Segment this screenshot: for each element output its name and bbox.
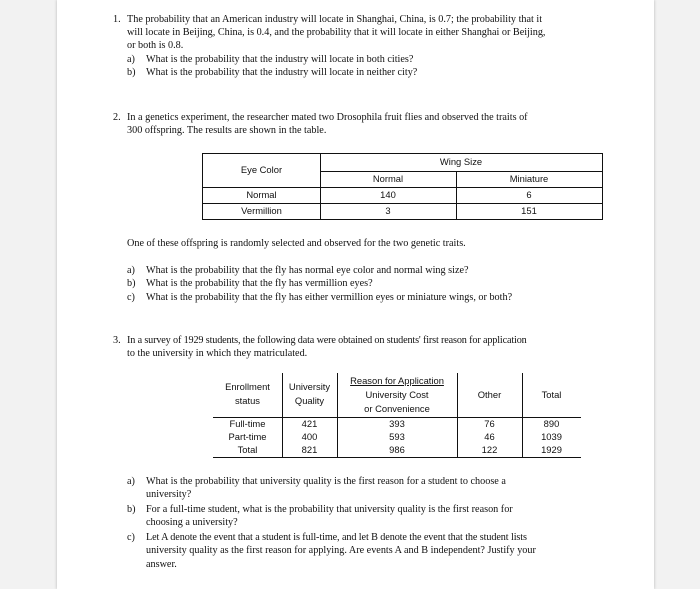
- q3-part-c-line-2: university quality as the first reason for applying. Are events A and B independent? Justify your: [146, 545, 536, 556]
- row-label-part-time: Part-time: [228, 431, 267, 442]
- q1-number: 1.: [113, 14, 121, 25]
- cell-full-time-total: 890: [543, 418, 560, 429]
- q2-part-a-text: What is the probability that the fly has normal eye color and normal wing size?: [146, 265, 469, 276]
- cell-normal-normal: 140: [380, 189, 396, 200]
- q3-part-a-line-2: university?: [146, 489, 192, 500]
- q3-part-b-line-1: For a full-time student, what is the probability that university quality is the first reason for: [146, 504, 513, 515]
- cell-total-other: 122: [481, 444, 498, 455]
- q3-line-2: to the university in which they matriculated.: [127, 348, 308, 359]
- q3-part-c-line-1: Let A denote the event that a student is full-time, and let B denote the event that the student lists: [146, 532, 527, 543]
- cell-total-total: 1929: [541, 444, 562, 455]
- cell-part-time-other: 46: [484, 431, 495, 442]
- q2-part-c-label: c): [127, 292, 135, 303]
- q2-part-b-label: b): [127, 278, 136, 289]
- q2-part-b-text: What is the probability that the fly has vermillion eyes?: [146, 278, 373, 289]
- q3-number: 3.: [113, 335, 121, 346]
- cell-total-quality: 821: [301, 444, 318, 455]
- q3-part-b-line-2: choosing a university?: [146, 517, 238, 528]
- cell-total-cost: 986: [389, 444, 405, 455]
- cell-normal-miniature: 6: [526, 189, 532, 200]
- document-page: [57, 0, 654, 589]
- normal-wing-header: Normal: [372, 173, 404, 184]
- cell-full-time-quality: 421: [301, 418, 318, 429]
- reason-header: Reason for Application: [350, 375, 444, 386]
- q3-part-a-line-1: What is the probability that university quality is the first reason for a student to choose a: [146, 476, 506, 487]
- survey-table: [213, 373, 581, 458]
- quality-header-2: Quality: [294, 395, 325, 406]
- q2-line-2: 300 offspring. The results are shown in the table.: [127, 125, 327, 136]
- cell-full-time-other: 76: [484, 418, 495, 429]
- q1-line-3: or both is 0.8.: [127, 40, 184, 51]
- q2-part-c-text: What is the probability that the fly has either vermillion eyes or miniature wings, or both?: [146, 292, 513, 303]
- q2-after-table: One of these offspring is randomly selected and observed for the two genetic traits.: [127, 238, 466, 249]
- cost-header-1: University Cost: [365, 389, 429, 400]
- cell-vermillion-normal: 3: [385, 205, 391, 216]
- q1-part-a-text: What is the probability that the industry will locate in both cities?: [146, 54, 414, 65]
- q3-part-b-label: b): [127, 504, 136, 515]
- wing-size-header: Wing Size: [439, 156, 483, 167]
- q1-line-1: The probability that an American industry will locate in Shanghai, China, is 0.7; the probability that it: [127, 14, 543, 25]
- q3-part-c-line-3: answer.: [146, 559, 177, 570]
- row-label-vermillion: Vermillion: [241, 205, 282, 216]
- cost-header-2: or Convenience: [364, 403, 430, 414]
- miniature-wing-header: Miniature: [509, 173, 549, 184]
- row-label-full-time: Full-time: [229, 418, 266, 429]
- q2-line-1: In a genetics experiment, the researcher mated two Drosophila fruit flies and observed the traits of: [127, 112, 528, 123]
- row-label-normal: Normal: [246, 189, 277, 200]
- q2-number: 2.: [113, 112, 121, 123]
- q1-part-b-label: b): [127, 67, 136, 78]
- quality-header-1: University: [288, 381, 331, 392]
- q3-part-a-label: a): [127, 476, 135, 487]
- total-header: Total: [541, 389, 562, 400]
- q1-part-a-label: a): [127, 54, 135, 65]
- cell-part-time-total: 1039: [541, 431, 562, 442]
- q3-line-1: In a survey of 1929 students, the following data were obtained on students' first reason for application: [127, 335, 527, 346]
- q2-part-a-label: a): [127, 265, 135, 276]
- eye-color-header: Eye Color: [240, 164, 283, 175]
- cell-full-time-cost: 393: [389, 418, 405, 429]
- q1-line-2: will locate in Beijing, China, is 0.4, and the probability that it will locate in either Shanghai or Beijing,: [127, 27, 546, 38]
- other-header: Other: [477, 389, 502, 400]
- q3-part-c-label: c): [127, 532, 135, 543]
- q1-part-b-text: What is the probability that the industry will locate in neither city?: [146, 67, 418, 78]
- genetics-table: [202, 153, 603, 220]
- row-label-total: Total: [237, 444, 258, 455]
- enrollment-header-2: status: [234, 395, 260, 406]
- cell-part-time-quality: 400: [301, 431, 318, 442]
- cell-vermillion-miniature: 151: [521, 205, 537, 216]
- cell-part-time-cost: 593: [389, 431, 405, 442]
- enrollment-header-1: Enrollment: [225, 381, 270, 392]
